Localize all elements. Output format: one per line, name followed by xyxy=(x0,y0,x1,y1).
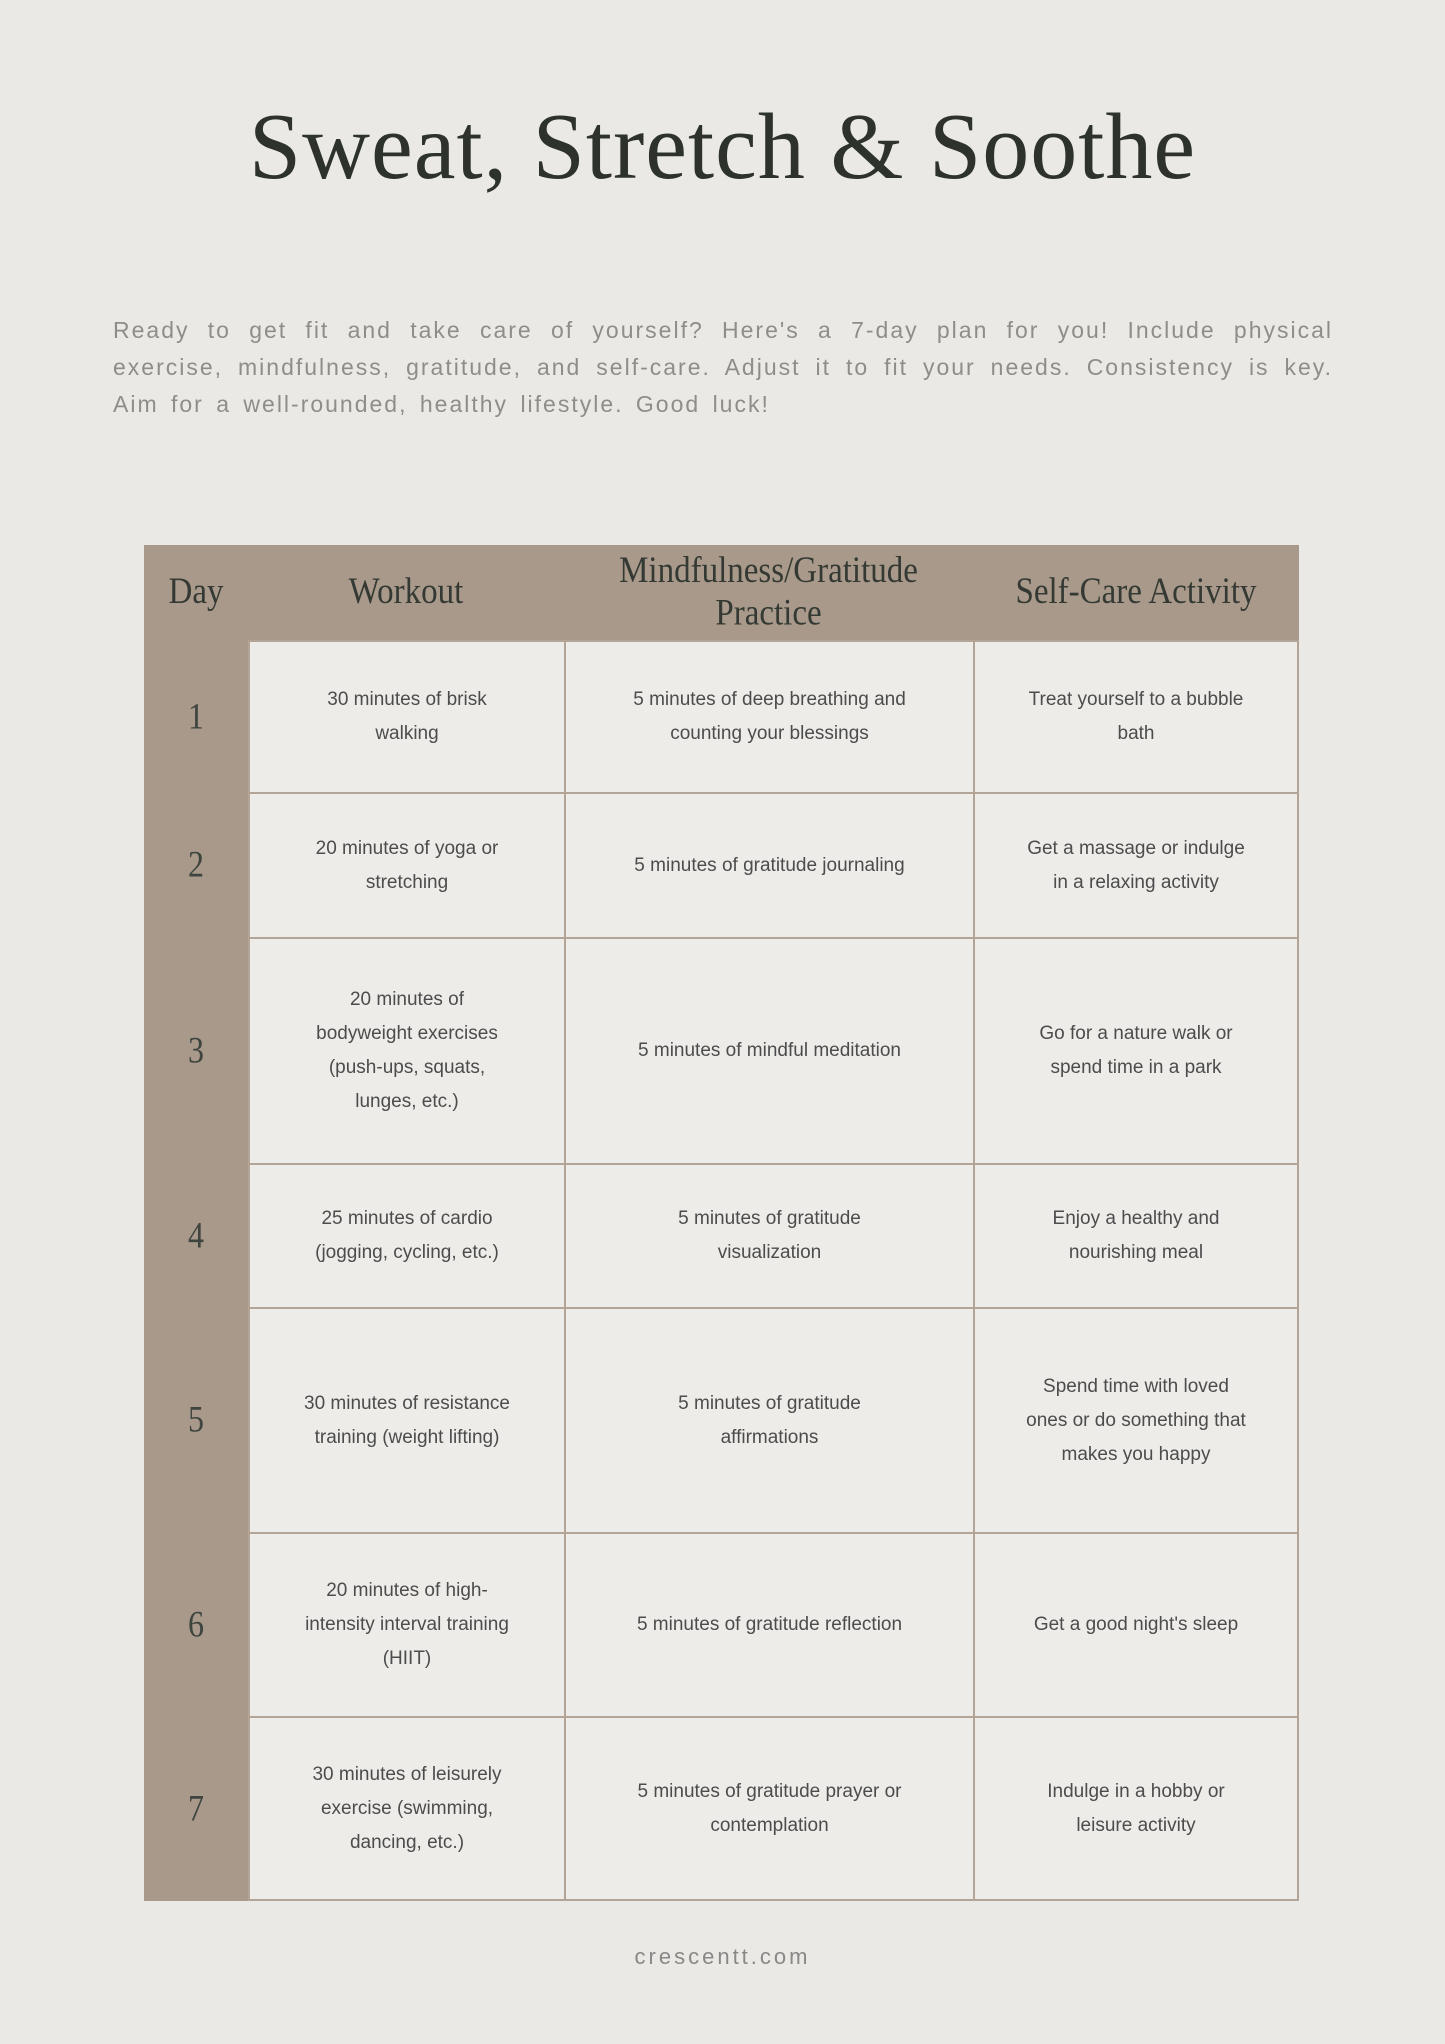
cell-workout-label: 30 minutes of brisk walking xyxy=(327,689,487,744)
cell-selfcare xyxy=(973,1163,1299,1307)
cell-selfcare xyxy=(973,937,1299,1163)
header-cell-selfcare xyxy=(973,545,1299,640)
weekly-plan-table xyxy=(144,545,1299,1901)
day-cell-label: 6 xyxy=(188,1602,204,1645)
day-cell xyxy=(144,640,248,792)
cell-selfcare-label: Treat yourself to a bubble bath xyxy=(1028,689,1244,744)
cell-mindfulness-label: 5 minutes of gratitude journaling xyxy=(634,854,905,876)
cell-selfcare-label: Indulge in a hobby or leisure activity xyxy=(1047,1780,1225,1836)
cell-mindfulness xyxy=(564,792,973,937)
header-cell-workout xyxy=(248,545,564,640)
cell-workout xyxy=(248,640,564,792)
cell-mindfulness xyxy=(564,640,973,792)
cell-workout xyxy=(248,1532,564,1716)
cell-workout xyxy=(248,937,564,1163)
cell-mindfulness-label: 5 minutes of gratitude visualization xyxy=(678,1208,861,1263)
page-title: Sweat, Stretch & Soothe xyxy=(248,95,1197,199)
cell-mindfulness xyxy=(564,1307,973,1532)
cell-mindfulness-label: 5 minutes of mindful meditation xyxy=(638,1040,901,1061)
day-cell-label: 4 xyxy=(188,1213,204,1256)
cell-selfcare-label: Spend time with loved ones or do something that makes you happy xyxy=(1026,1375,1246,1465)
cell-workout-label: 20 minutes of bodyweight exercises (push-ups, squats, lunges, etc.) xyxy=(316,989,498,1112)
cell-mindfulness xyxy=(564,1163,973,1307)
day-cell-label: 3 xyxy=(188,1028,204,1071)
cell-workout-label: 20 minutes of yoga or stretching xyxy=(315,837,499,893)
cell-selfcare-label: Get a massage or indulge in a relaxing activity xyxy=(1027,837,1245,893)
day-cell xyxy=(144,792,248,937)
cell-selfcare xyxy=(973,1716,1299,1901)
header-cell-day xyxy=(144,545,248,640)
cell-workout-label: 25 minutes of cardio (jogging, cycling, etc.) xyxy=(315,1208,499,1263)
day-cell-label: 5 xyxy=(188,1398,204,1440)
header-cell-mindfulness-label: Mindfulness/Gratitude Practice xyxy=(619,550,918,633)
header-cell-day-label: Day xyxy=(168,571,224,612)
cell-workout-label: 20 minutes of high-intensity interval training (HIIT) xyxy=(305,1580,509,1669)
day-cell-label: 7 xyxy=(188,1787,204,1829)
cell-selfcare-label: Get a good night's sleep xyxy=(1033,1614,1239,1635)
header-cell-workout-label: Workout xyxy=(348,571,464,612)
cell-workout xyxy=(248,792,564,937)
cell-mindfulness-label: 5 minutes of gratitude prayer or contemplation xyxy=(637,1780,902,1836)
cell-workout xyxy=(248,1307,564,1532)
day-cell xyxy=(144,1716,248,1901)
header-cell-mindfulness xyxy=(564,545,973,640)
day-cell xyxy=(144,1307,248,1532)
day-cell xyxy=(144,1163,248,1307)
cell-selfcare-label: Go for a nature walk or spend time in a park xyxy=(1039,1023,1233,1078)
cell-selfcare xyxy=(973,1307,1299,1532)
website-url: crescentt.com xyxy=(634,1944,811,1969)
day-cell xyxy=(144,1532,248,1716)
cell-selfcare xyxy=(973,1532,1299,1716)
cell-mindfulness xyxy=(564,937,973,1163)
header-cell-selfcare-label: Self-Care Activity xyxy=(1015,571,1257,612)
cell-workout xyxy=(248,1163,564,1307)
cell-selfcare xyxy=(973,640,1299,792)
cell-selfcare-label: Enjoy a healthy and nourishing meal xyxy=(1052,1208,1220,1263)
cell-mindfulness-label: 5 minutes of gratitude affirmations xyxy=(678,1392,861,1448)
day-cell xyxy=(144,937,248,1163)
cell-workout-label: 30 minutes of leisurely exercise (swimming, dancing, etc.) xyxy=(312,1763,502,1853)
cell-selfcare xyxy=(973,792,1299,937)
cell-mindfulness-label: 5 minutes of gratitude reflection xyxy=(636,1614,903,1635)
cell-workout xyxy=(248,1716,564,1901)
cell-mindfulness-label: 5 minutes of deep breathing and counting your blessings xyxy=(633,689,906,744)
cell-mindfulness xyxy=(564,1532,973,1716)
day-cell-label: 2 xyxy=(188,843,204,885)
intro-paragraph: Ready to get fit and take care of yourself? Here's a 7-day plan for you! Include physical exercise, mindfulness, gratitude, and self-care. Adjust it to fit your needs. Consistency is key. Aim for a well-rounded, healthy lifestyle. Good luck! xyxy=(113,317,1333,417)
day-cell-label: 1 xyxy=(188,694,204,737)
cell-mindfulness xyxy=(564,1716,973,1901)
cell-workout-label: 30 minutes of resistance training (weight lifting) xyxy=(304,1392,510,1448)
